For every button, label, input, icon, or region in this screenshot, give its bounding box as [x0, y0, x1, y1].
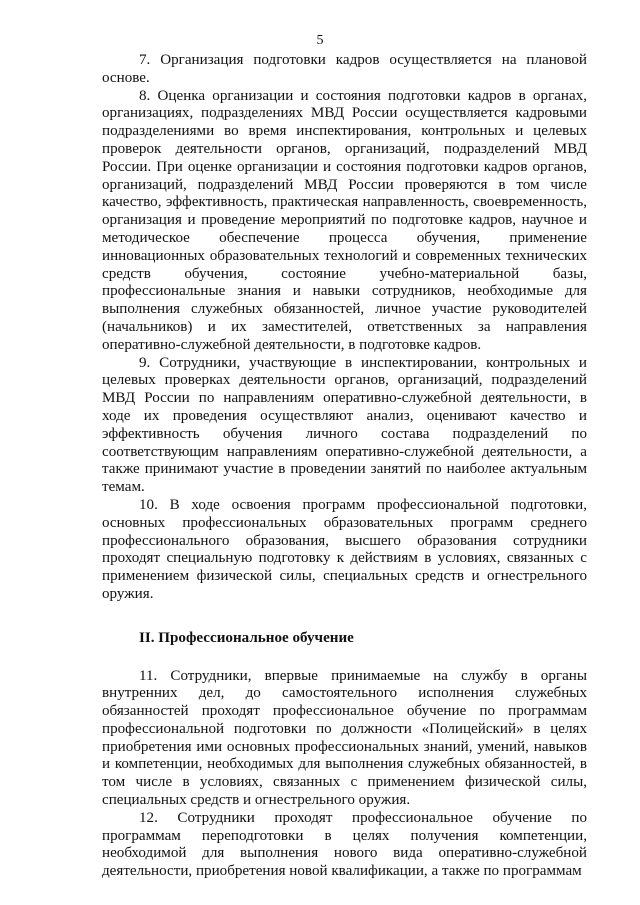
paragraph-12: 12. Сотрудники проходят профессиональное обучение по программам переподготовки в целях получения компетенции, необходимой для выполнения нового вида оперативно-служебной деятельности, приобретения новой квалификации, а также по программам	[102, 809, 587, 880]
paragraph-11: 11. Сотрудники, впервые принимаемые на службу в органы внутренних дел, до самостоятельного исполнения служебных обязанностей проходят профессиональное обучение по программам профессиональной подготовки по должности «Полицейский» в целях приобретения ими основных профессиональных знаний, умений, навыков и компетенции, необходимых для выполнения служебных обязанностей, в том числе в условиях, связанных с применением физической силы, специальных средств и огнестрельного оружия.	[102, 667, 587, 809]
section-heading: II. Профессиональное обучение	[139, 629, 354, 646]
paragraph-7: 7. Организация подготовки кадров осуществляется на плановой основе.	[102, 52, 587, 86]
paragraph-9: 9. Сотрудники, участвующие в инспектировании, контрольных и целевых проверках деятельности органов, организаций, подразделений МВД России по направлениям оперативно-служебной деятельности, в ходе их проведения осуществляют анализ, оценивают качество и эффективность обучения личного состава подразделений по соответствующим направлениям оперативно-служебной деятельности, а также принимают участие в проведении занятий по наиболее актуальным темам.	[102, 354, 587, 496]
paragraph-8: 8. Оценка организации и состояния подготовки кадров в органах, организациях, подразделениях МВД России осуществляется кадровыми подразделениями во время инспектирования, контрольных и целевых проверок деятельности органов, организаций, подразделений МВД России. При оценке организации и состояния подготовки кадров органов, организаций, подразделений МВД России проверяются в том числе качество, эффективность, практическая направленность, своевременность, организация и проведение мероприятий по подготовке кадров, научное и методическое обеспечение процесса обучения, применение инновационных образовательных технологий и современных технических средств обучения, состояние учебно-материальной базы, профессиональные знания и навыки сотрудников, необходимые для выполнения служебных обязанностей, личное участие руководителей (начальников) и их заместителей, ответственных за направления оперативно-служебной деятельности, в подготовке кадров.	[102, 87, 587, 353]
document-body	[102, 52, 587, 881]
paragraph-10: 10. В ходе освоения программ профессиональной подготовки, основных профессиональных образовательных программ среднего профессионального образования, высшего образования сотрудники проходят специальную подготовку к действиям в условиях, связанных с применением физической силы, специальных средств и огнестрельного оружия.	[102, 496, 587, 602]
page-number: 5	[316, 33, 324, 48]
